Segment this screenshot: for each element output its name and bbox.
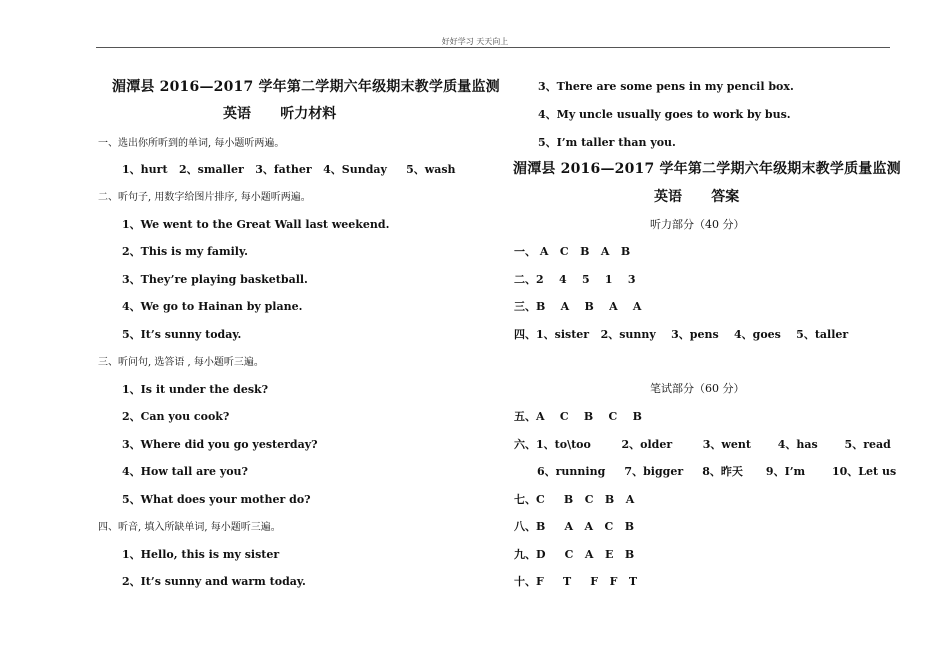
left-line: 4、How tall are you?: [122, 465, 249, 478]
left-line: 3、They’re playing basketball.: [122, 273, 308, 286]
left-title: 湄潭县 2016—2017 学年第二学期六年级期末教学质量监测: [112, 79, 500, 95]
left-line: 5、It’s sunny today.: [122, 328, 242, 341]
answer-line: 五、A C B C B: [514, 410, 642, 423]
writing-heading: 笔试部分（60 分）: [650, 382, 745, 395]
left-line: 2、Can you cook?: [122, 410, 230, 423]
left-line: 2、It’s sunny and warm today.: [122, 575, 306, 588]
left-line: 1、We went to the Great Wall last weekend.: [122, 218, 390, 231]
right-title: 湄潭县 2016—2017 学年第二学期六年级期末教学质量监测: [513, 161, 901, 177]
left-line: 3、Where did you go yesterday?: [122, 438, 318, 451]
left-section-1-heading: 一、选出你所听到的单词, 每小题听两遍。: [98, 138, 285, 149]
answer-line: 六、1、to\too 2、older 3、went 4、has 5、read: [514, 438, 891, 451]
listening-heading: 听力部分（40 分）: [650, 218, 745, 231]
right-line: 4、My uncle usually goes to work by bus.: [538, 108, 791, 121]
left-line: 4、We go to Hainan by plane.: [122, 300, 303, 313]
answer-line: 一、 A C B A B: [514, 245, 631, 258]
right-line: 5、I’m taller than you.: [538, 136, 676, 149]
answer-line: 九、D C A E B: [514, 548, 635, 561]
answer-line: 四、1、sister 2、sunny 3、pens 4、goes 5、taller: [514, 328, 849, 341]
left-section-3-heading: 三、听问句, 选答语 , 每小题听三遍。: [98, 357, 264, 368]
header-text: 好好学习 天天向上: [441, 37, 509, 46]
left-line: 1、hurt 2、smaller 3、father 4、Sunday 5、wash: [122, 163, 456, 176]
header-line: [96, 47, 890, 48]
right-line: 3、There are some pens in my pencil box.: [538, 80, 794, 93]
answer-line: 6、running 7、bigger 8、昨天 9、I’m 10、Let us: [514, 465, 897, 478]
left-subtitle: 英语 听力材料: [223, 106, 337, 122]
answer-line: 二、2 4 5 1 3: [514, 273, 636, 286]
left-section-2-heading: 二、听句子, 用数字给图片排序, 每小题听两遍。: [98, 192, 311, 203]
answer-line: 十、F T F F T: [514, 575, 638, 588]
answer-line: 三、B A B A A: [514, 300, 642, 313]
left-line: 1、Hello, this is my sister: [122, 548, 280, 561]
left-line: 2、This is my family.: [122, 245, 248, 258]
left-line: 5、What does your mother do?: [122, 493, 311, 506]
left-line: 1、Is it under the desk?: [122, 383, 269, 396]
right-subtitle: 英语 答案: [654, 189, 740, 205]
left-section-4-heading: 四、听音, 填入所缺单词, 每小题听三遍。: [98, 522, 281, 533]
answer-line: 七、C B C B A: [514, 493, 635, 506]
answer-line: 八、B A A C B: [514, 520, 635, 533]
